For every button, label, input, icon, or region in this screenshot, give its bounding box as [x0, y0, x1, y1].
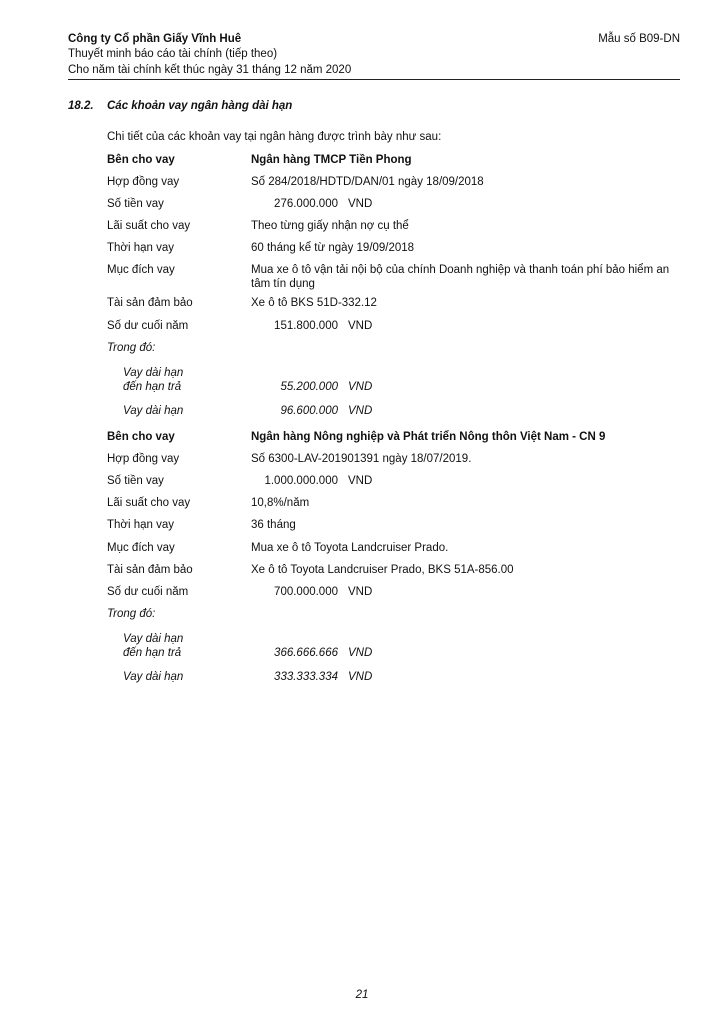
balance-label: Số dư cuối năm	[107, 320, 189, 332]
long-term-amount: 333.333.334	[274, 671, 338, 683]
balance-value: 700.000.000	[274, 586, 338, 598]
section-title: Các khoản vay ngân hàng dài hạn	[107, 100, 293, 112]
purpose-value: Mua xe ô tô Toyota Landcruiser Prado.	[251, 542, 449, 554]
term-label: Thời hạn vay	[107, 519, 174, 531]
collateral-value: Xe ô tô BKS 51D-332.12	[251, 297, 377, 309]
current-portion-label-line1: Vay dài hạn	[123, 633, 184, 645]
report-subtitle: Thuyết minh báo cáo tài chính (tiếp theo)	[68, 48, 278, 60]
rate-label: Lãi suất cho vay	[107, 497, 191, 509]
current-portion-amount: 55.200.000	[280, 381, 338, 393]
balance-value: 151.800.000	[274, 320, 338, 332]
contract-label: Hợp đồng vay	[107, 176, 180, 188]
current-portion-label-line2: đến hạn trả	[123, 381, 182, 393]
current-portion-label-line1: Vay dài hạn	[123, 367, 184, 379]
purpose-label: Mục đích vay	[107, 264, 175, 276]
long-term-label: Vay dài hạn	[123, 405, 184, 417]
long-term-amount: 96.600.000	[280, 405, 338, 417]
amount-unit: VND	[348, 198, 373, 210]
term-label: Thời hạn vay	[107, 242, 174, 254]
current-portion-amount: 366.666.666	[274, 647, 338, 659]
collateral-value: Xe ô tô Toyota Landcruiser Prado, BKS 51A-856.00	[251, 564, 514, 576]
current-portion-unit: VND	[348, 647, 373, 659]
of-which-label: Trong đó:	[107, 608, 156, 620]
rate-value: 10,8%/năm	[251, 497, 310, 509]
term-value: 60 tháng kể từ ngày 19/09/2018	[251, 242, 415, 254]
section-number: 18.2.	[68, 100, 94, 112]
balance-unit: VND	[348, 586, 373, 598]
collateral-label: Tài sản đảm bảo	[107, 297, 193, 309]
purpose-label: Mục đích vay	[107, 542, 175, 554]
long-term-unit: VND	[348, 671, 373, 683]
report-period: Cho năm tài chính kết thúc ngày 31 tháng 12 năm 2020	[68, 64, 352, 76]
company-name: Công ty Cổ phần Giấy Vĩnh Huê	[68, 33, 242, 45]
lender-value: Ngân hàng TMCP Tiền Phong	[251, 154, 412, 166]
long-term-label: Vay dài hạn	[123, 671, 184, 683]
amount-value: 276.000.000	[274, 198, 338, 210]
purpose-value: Mua xe ô tô vận tải nội bộ của chính Doanh nghiệp và thanh toán phí bảo hiểm an tâm tín dụng	[251, 264, 670, 290]
form-code: Mẫu số B09-DN	[598, 33, 680, 45]
section-intro: Chi tiết của các khoản vay tại ngân hàng được trình bày như sau:	[107, 131, 442, 143]
lender-label: Bên cho vay	[107, 154, 175, 166]
current-portion-label-line2: đến hạn trả	[123, 647, 182, 659]
balance-unit: VND	[348, 320, 373, 332]
rate-label: Lãi suất cho vay	[107, 220, 191, 232]
current-portion-unit: VND	[348, 381, 373, 393]
contract-value: Số 6300-LAV-201901391 ngày 18/07/2019.	[251, 453, 472, 465]
amount-label: Số tiền vay	[107, 198, 164, 210]
of-which-label: Trong đó:	[107, 342, 156, 354]
term-value: 36 tháng	[251, 519, 296, 531]
contract-label: Hợp đồng vay	[107, 453, 180, 465]
rate-value: Theo từng giấy nhận nợ cụ thể	[251, 220, 409, 232]
amount-label: Số tiền vay	[107, 475, 164, 487]
amount-value: 1.000.000.000	[264, 475, 338, 487]
lender-label: Bên cho vay	[107, 431, 175, 443]
lender-value: Ngân hàng Nông nghiệp và Phát triển Nông thôn Việt Nam - CN 9	[251, 431, 606, 443]
balance-label: Số dư cuối năm	[107, 586, 189, 598]
collateral-label: Tài sản đảm bảo	[107, 564, 193, 576]
amount-unit: VND	[348, 475, 373, 487]
page-number: 21	[355, 989, 369, 1001]
long-term-unit: VND	[348, 405, 373, 417]
contract-value: Số 284/2018/HDTD/DAN/01 ngày 18/09/2018	[251, 176, 484, 188]
header-divider	[68, 79, 680, 80]
